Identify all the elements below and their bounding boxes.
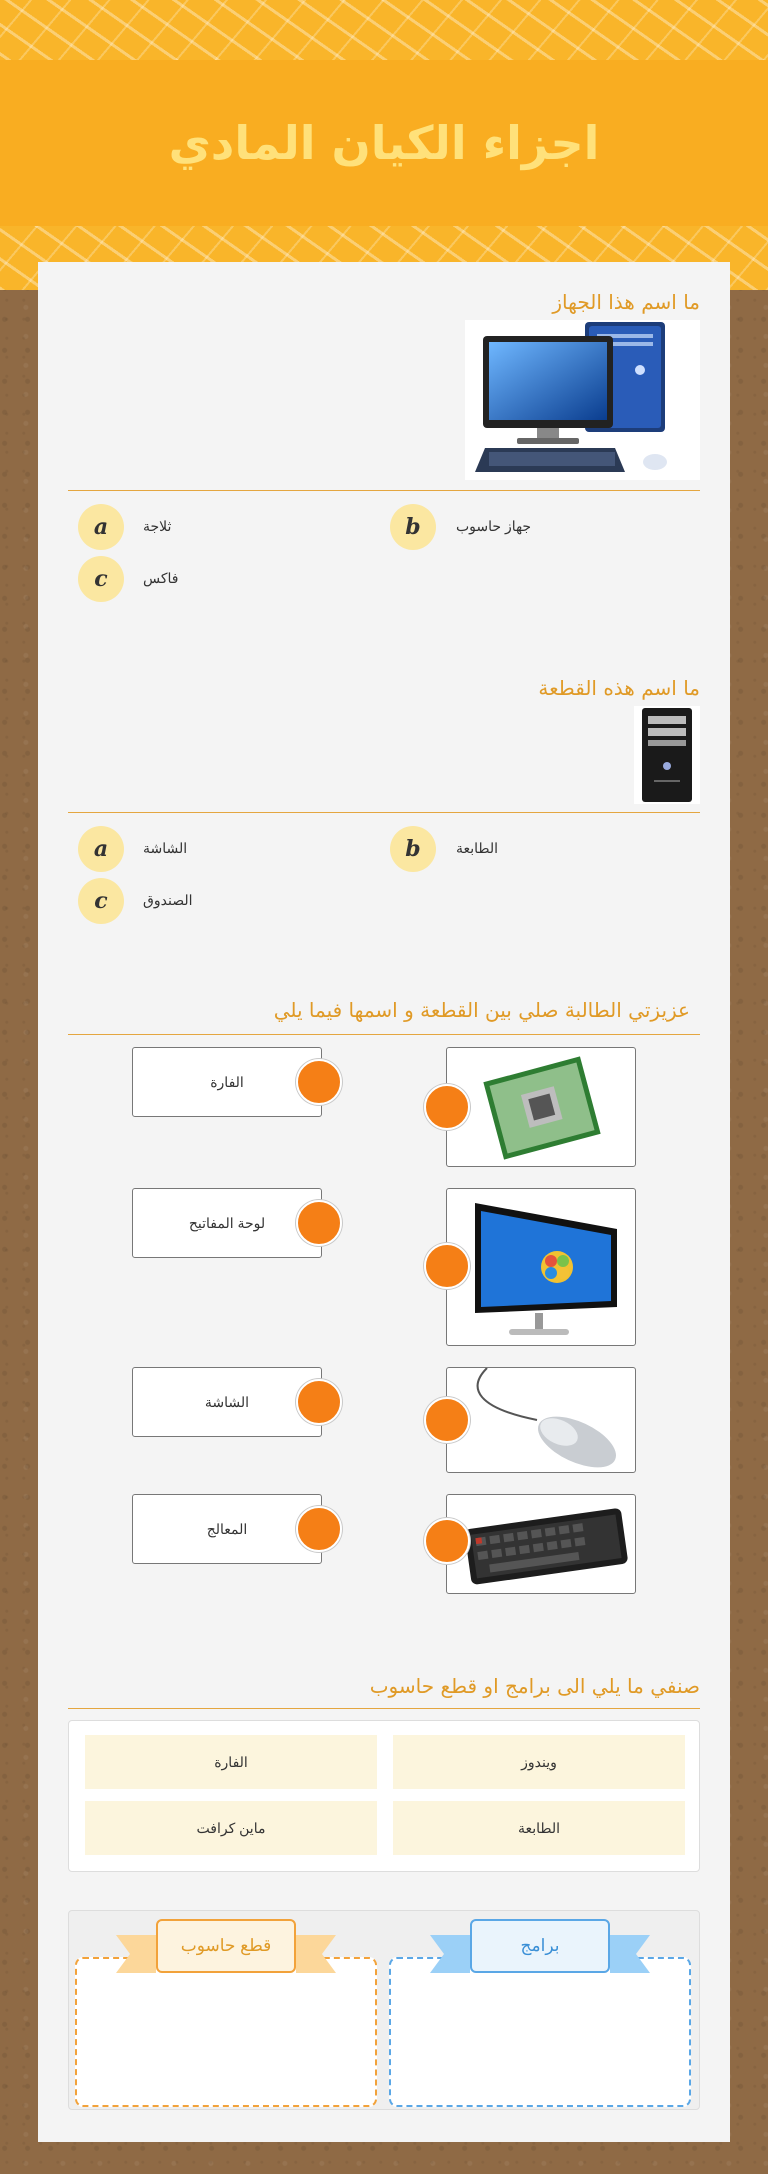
- option-badge[interactable]: a: [78, 504, 124, 550]
- option-label[interactable]: الصندوق: [143, 892, 193, 908]
- option-label[interactable]: الشاشة: [143, 840, 188, 856]
- option-label[interactable]: ثلاجة: [143, 518, 172, 534]
- bin-hardware-ribbon: [116, 1919, 336, 1977]
- matching-divider: [68, 1034, 700, 1035]
- sorting-bins-area: [68, 1910, 700, 2110]
- bin-hardware[interactable]: [75, 1957, 377, 2107]
- sort-item[interactable]: الفارة: [85, 1735, 377, 1789]
- option-badge[interactable]: b: [390, 826, 436, 872]
- sort-item[interactable]: ويندوز: [393, 1735, 685, 1789]
- match-label[interactable]: لوحة المفاتيح: [132, 1188, 322, 1258]
- match-connector[interactable]: [424, 1243, 470, 1289]
- worksheet-card: [38, 262, 730, 2142]
- question2-divider: [68, 812, 700, 813]
- option-badge[interactable]: b: [390, 504, 436, 550]
- question1-divider: [68, 490, 700, 491]
- computer-case-icon: [634, 706, 700, 804]
- sorting-items-box: [68, 1720, 700, 1872]
- match-label[interactable]: الفارة: [132, 1047, 322, 1117]
- bin-programs-label: برامج: [470, 1919, 610, 1973]
- keyboard-icon[interactable]: [446, 1494, 636, 1594]
- question2-prompt: ما اسم هذه القطعة: [538, 676, 700, 700]
- option-badge[interactable]: c: [78, 556, 124, 602]
- option-label[interactable]: جهاز حاسوب: [456, 518, 532, 534]
- sort-item[interactable]: الطابعة: [393, 1801, 685, 1855]
- match-connector[interactable]: [296, 1379, 342, 1425]
- match-connector[interactable]: [424, 1084, 470, 1130]
- option-label[interactable]: فاكس: [143, 570, 179, 586]
- sorting-divider: [68, 1708, 700, 1709]
- sort-item[interactable]: ماين كرافت: [85, 1801, 377, 1855]
- question1-prompt: ما اسم هذا الجهاز: [552, 290, 700, 314]
- page-title: اجزاء الكيان المادي: [168, 116, 600, 170]
- option-badge[interactable]: c: [78, 878, 124, 924]
- option-label[interactable]: الطابعة: [456, 840, 499, 856]
- match-connector[interactable]: [424, 1518, 470, 1564]
- match-connector[interactable]: [296, 1200, 342, 1246]
- bin-programs[interactable]: [389, 1957, 691, 2107]
- monitor-icon[interactable]: [446, 1188, 636, 1346]
- match-label[interactable]: المعالج: [132, 1494, 322, 1564]
- matching-prompt: عزيزتي الطالبة صلي بين القطعة و اسمها فيما يلي: [273, 998, 690, 1022]
- match-connector[interactable]: [424, 1397, 470, 1443]
- mouse-icon[interactable]: [446, 1367, 636, 1473]
- match-connector[interactable]: [296, 1506, 342, 1552]
- match-connector[interactable]: [296, 1059, 342, 1105]
- bin-hardware-label: قطع حاسوب: [156, 1919, 296, 1973]
- bin-programs-ribbon: [430, 1919, 650, 1977]
- desktop-computer-icon: [465, 320, 700, 480]
- match-label[interactable]: الشاشة: [132, 1367, 322, 1437]
- cpu-chip-icon[interactable]: [446, 1047, 636, 1167]
- sorting-prompt: صنفي ما يلي الى برامج او قطع حاسوب: [369, 1674, 700, 1698]
- header-band: [0, 60, 768, 226]
- option-badge[interactable]: a: [78, 826, 124, 872]
